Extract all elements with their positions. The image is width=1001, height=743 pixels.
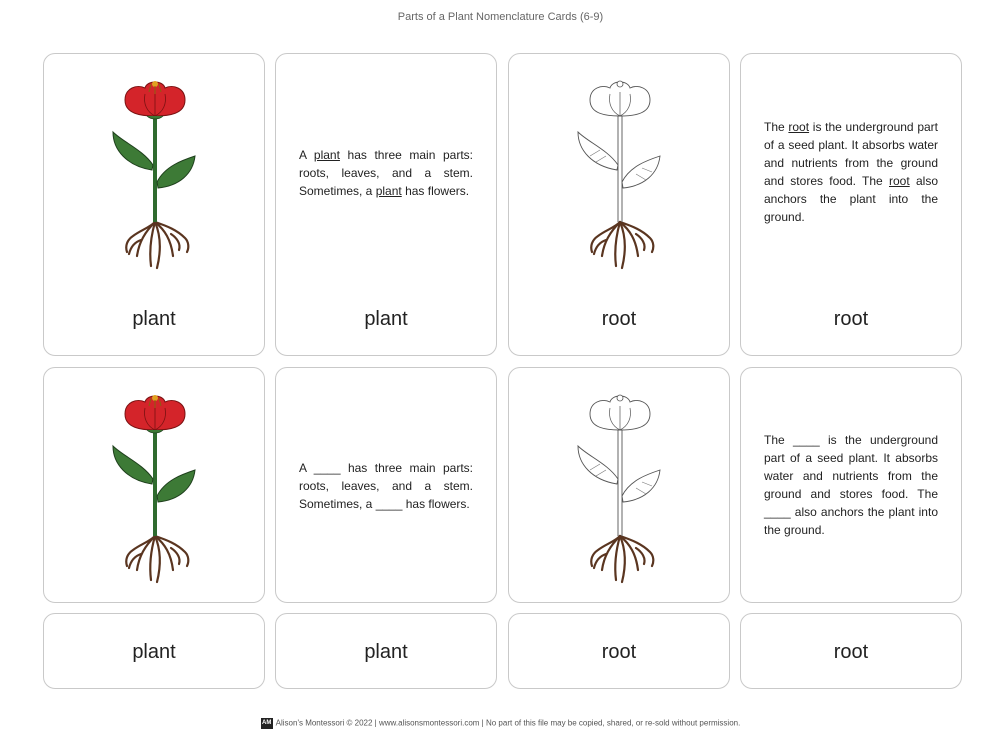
- root-highlight-picture: [570, 384, 670, 584]
- definition-card-root-blank: [740, 367, 962, 603]
- card-label: plant: [132, 308, 176, 330]
- copyright-text: Alison's Montessori © 2022 | www.alisonsmontessori.com | No part of this file may be copied, shared, or re-sold without permission.: [275, 718, 741, 728]
- definition-text-blank: A ____ has three main parts: roots, leaves, and a stem. Sometimes, a ____ has flowers.: [299, 461, 473, 511]
- term-underlined: plant: [313, 148, 340, 162]
- card-label: plant: [364, 308, 408, 330]
- roots: [591, 222, 653, 268]
- card-label: root: [601, 641, 637, 663]
- label-card-root: [740, 613, 962, 689]
- blank-line: ____: [375, 497, 403, 511]
- definition-card-root: [740, 53, 962, 356]
- control-card-plant: [43, 53, 265, 356]
- plant-color-picture: [105, 70, 205, 270]
- left-leaf: [113, 132, 153, 170]
- term-underlined: root: [889, 174, 910, 188]
- blank-line: ____: [764, 505, 791, 519]
- blank-line: ____: [792, 433, 820, 447]
- roots: [126, 222, 188, 268]
- footer: [0, 718, 1001, 729]
- card-label: plant: [364, 641, 408, 663]
- definition-text: The root is the underground part of a seed plant. It absorbs water and nutrients from the ground and stores food. The root also anchors the plant into the ground.: [764, 120, 938, 224]
- picture-card-plant: [43, 367, 265, 603]
- flower: [125, 81, 185, 119]
- card-label: root: [601, 308, 637, 330]
- root-highlight-picture: [570, 70, 670, 270]
- logo-icon: AM: [261, 718, 273, 729]
- term-underlined: root: [788, 120, 810, 134]
- control-card-root: [508, 53, 730, 356]
- definition-text: A plant has three main parts: roots, leaves, and a stem. Sometimes, a plant has flowers.: [299, 148, 473, 198]
- card-label: root: [833, 308, 869, 330]
- page-title: Parts of a Plant Nomenclature Cards (6-9): [397, 11, 604, 23]
- card-label: root: [833, 641, 869, 663]
- label-card-root: [508, 613, 730, 689]
- plant-color-picture: [105, 384, 205, 584]
- term-underlined: plant: [375, 184, 402, 198]
- definition-card-plant-blank: [275, 367, 497, 603]
- card-label: plant: [132, 641, 176, 663]
- right-leaf: [157, 156, 195, 188]
- picture-card-root: [508, 367, 730, 603]
- blank-line: ____: [313, 461, 341, 475]
- definition-text-blank: The ____ is the underground part of a seed plant. It absorbs water and nutrients from the ground and stores food. The ____ also anchors the plant into the ground.: [764, 433, 938, 537]
- label-card-plant: [275, 613, 497, 689]
- label-card-plant: [43, 613, 265, 689]
- definition-card-plant: [275, 53, 497, 356]
